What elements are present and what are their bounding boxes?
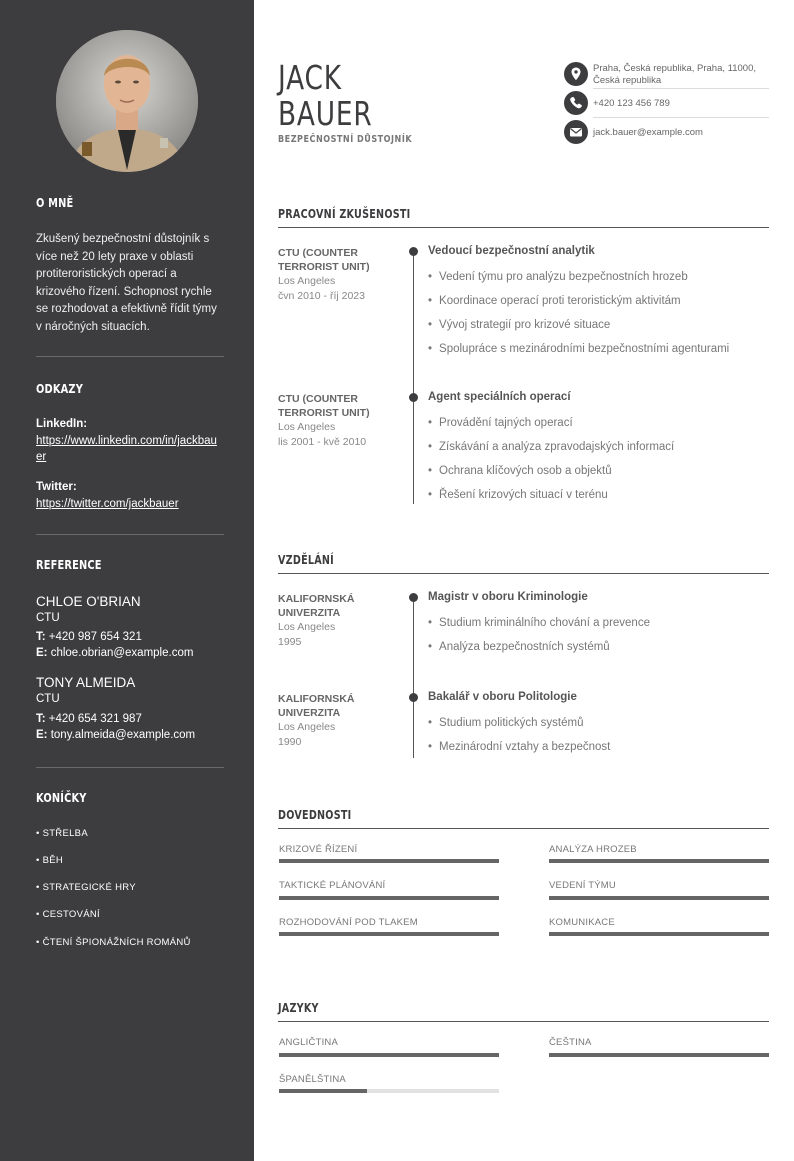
hobby-item: • CESTOVÁNÍ bbox=[36, 909, 100, 920]
reference-phone-value: +420 987 654 321 bbox=[48, 631, 142, 643]
language-label: ANGLIČTINA bbox=[279, 1037, 339, 1048]
sidebar bbox=[0, 0, 254, 1161]
job-dates: lis 2001 - kvě 2010 bbox=[278, 436, 367, 448]
skill-bar-fill bbox=[279, 896, 499, 900]
twitter-label: Twitter: bbox=[36, 481, 77, 493]
language-label: ČEŠTINA bbox=[549, 1037, 592, 1048]
phone-label: T: bbox=[36, 631, 46, 643]
linkedin-label: LinkedIn: bbox=[36, 418, 88, 430]
hobby-item: • STRATEGICKÉ HRY bbox=[36, 882, 136, 893]
contact-email: jack.bauer@example.com bbox=[593, 127, 703, 138]
divider bbox=[593, 117, 769, 118]
reference-name: TONY ALMEIDA bbox=[36, 675, 136, 690]
skill-label: KOMUNIKACE bbox=[549, 917, 615, 928]
education-heading: VZDĚLÁNÍ bbox=[278, 553, 334, 567]
school-location: Los Angeles bbox=[278, 621, 336, 633]
skill-bar-fill bbox=[549, 896, 769, 900]
profile-photo bbox=[56, 30, 198, 172]
job-location: Los Angeles bbox=[278, 275, 336, 287]
about-text: Zkušený bezpečnostní důstojník s více než 20 lety praxe v oblasti protiteroristických operací a krizového řízení. Schopnost rychle se rozhodovat a efektivně řídit týmy v náročných situacích. bbox=[36, 233, 217, 333]
skill-label: ANALÝZA HROZEB bbox=[549, 844, 637, 855]
about-heading: O MNĚ bbox=[36, 196, 74, 210]
job-bullet: • Spolupráce s mezinárodními bezpečnostními agenturami bbox=[428, 343, 729, 355]
language-label: ŠPANĚLŠTINA bbox=[279, 1074, 346, 1085]
skill-bar bbox=[549, 932, 769, 936]
section-rule bbox=[278, 573, 769, 574]
hobby-item: • ČTENÍ ŠPIONÁŽNÍCH ROMÁNŮ bbox=[36, 937, 191, 948]
hobby-item: • BĚH bbox=[36, 855, 63, 866]
job-bullet: • Získávání a analýza zpravodajských informací bbox=[428, 441, 674, 453]
skill-label: TAKTICKÉ PLÁNOVÁNÍ bbox=[279, 880, 386, 891]
job-location: Los Angeles bbox=[278, 421, 336, 433]
section-rule bbox=[278, 227, 769, 228]
divider bbox=[36, 534, 224, 535]
language-bar bbox=[279, 1053, 499, 1057]
reference-email bbox=[36, 729, 195, 741]
skill-label: KRIZOVÉ ŘÍZENÍ bbox=[279, 844, 358, 855]
languages-heading: JAZYKY bbox=[278, 1001, 319, 1015]
timeline-dot bbox=[409, 393, 418, 402]
links-heading: ODKAZY bbox=[36, 382, 84, 396]
contact-address: Praha, Česká republika, Praha, 11000, Česká republika bbox=[593, 63, 757, 86]
education-bullet: • Analýza bezpečnostních systémů bbox=[428, 641, 610, 653]
education-bullet: • Mezinárodní vztahy a bezpečnost bbox=[428, 741, 610, 753]
email-icon bbox=[564, 120, 588, 144]
first-name: JACK bbox=[278, 58, 342, 97]
skill-bar bbox=[279, 896, 499, 900]
divider bbox=[593, 88, 769, 89]
twitter-link[interactable]: https://twitter.com/jackbauer bbox=[36, 498, 179, 510]
job-bullet: • Vývoj strategií pro krizové situace bbox=[428, 319, 610, 331]
skill-bar-fill bbox=[549, 859, 769, 863]
skill-bar-fill bbox=[279, 932, 499, 936]
school-year: 1995 bbox=[278, 636, 302, 648]
reference-phone-value: +420 654 321 987 bbox=[48, 713, 142, 725]
job-organization: CTU (COUNTER TERRORIST UNIT) bbox=[278, 393, 370, 419]
timeline-line bbox=[413, 251, 414, 504]
reference-name: CHLOE O'BRIAN bbox=[36, 594, 141, 609]
education-bullet: • Studium politických systémů bbox=[428, 717, 583, 729]
divider bbox=[36, 767, 224, 768]
email-label: E: bbox=[36, 647, 48, 659]
school-name: KALIFORNSKÁ UNIVERZITA bbox=[278, 593, 355, 619]
email-label: E: bbox=[36, 729, 48, 741]
skill-label: VEDENÍ TÝMU bbox=[549, 880, 616, 891]
language-bar-fill bbox=[279, 1053, 499, 1057]
hobby-item: • STŘELBA bbox=[36, 828, 88, 839]
school-name: KALIFORNSKÁ UNIVERZITA bbox=[278, 693, 355, 719]
job-dates: čvn 2010 - říj 2023 bbox=[278, 290, 365, 302]
section-rule bbox=[278, 1021, 769, 1022]
skill-label: ROZHODOVÁNÍ POD TLAKEM bbox=[279, 917, 418, 928]
language-bar bbox=[279, 1089, 499, 1093]
language-bar bbox=[549, 1053, 769, 1057]
section-rule bbox=[278, 828, 769, 829]
reference-email-value: tony.almeida@example.com bbox=[50, 729, 196, 741]
job-bullet: • Provádění tajných operací bbox=[428, 417, 573, 429]
reference-email-value: chloe.obrian@example.com bbox=[50, 647, 194, 659]
job-organization: CTU (COUNTER TERRORIST UNIT) bbox=[278, 247, 370, 273]
references-heading: REFERENCE bbox=[36, 558, 102, 572]
experience-heading: PRACOVNÍ ZKUŠENOSTI bbox=[278, 207, 411, 221]
reference-email bbox=[36, 647, 193, 659]
job-bullet: • Ochrana klíčových osob a objektů bbox=[428, 465, 612, 477]
skill-bar bbox=[549, 859, 769, 863]
job-role: Vedoucí bezpečnostní analytik bbox=[428, 245, 595, 257]
skill-bar bbox=[279, 932, 499, 936]
skill-bar-fill bbox=[279, 859, 499, 863]
job-bullet: • Řešení krizových situací v terénu bbox=[428, 489, 608, 501]
reference-company: CTU bbox=[36, 612, 60, 624]
timeline-dot bbox=[409, 593, 418, 602]
skills-heading: DOVEDNOSTI bbox=[278, 808, 352, 822]
divider bbox=[36, 356, 224, 357]
timeline-dot bbox=[409, 247, 418, 256]
timeline-dot bbox=[409, 693, 418, 702]
skill-bar-fill bbox=[549, 932, 769, 936]
linkedin-link[interactable]: https://www.linkedin.com/in/jackbauer bbox=[36, 435, 217, 463]
education-bullet: • Studium kriminálního chování a prevence bbox=[428, 617, 650, 629]
school-year: 1990 bbox=[278, 736, 302, 748]
degree: Bakalář v oboru Politologie bbox=[428, 691, 577, 703]
phone-label: T: bbox=[36, 713, 46, 725]
job-bullet: • Vedení týmu pro analýzu bezpečnostních hrozeb bbox=[428, 271, 688, 283]
job-title: BEZPEČNOSTNÍ DŮSTOJNÍK bbox=[278, 134, 413, 145]
job-role: Agent speciálních operací bbox=[428, 391, 571, 403]
last-name: BAUER bbox=[278, 94, 373, 133]
reference-phone bbox=[36, 713, 142, 725]
school-location: Los Angeles bbox=[278, 721, 336, 733]
skill-bar bbox=[279, 859, 499, 863]
job-bullet: • Koordinace operací proti teroristickým aktivitám bbox=[428, 295, 681, 307]
degree: Magistr v oboru Kriminologie bbox=[428, 591, 588, 603]
phone-icon bbox=[564, 91, 588, 115]
language-bar-fill bbox=[549, 1053, 769, 1057]
language-bar-fill bbox=[279, 1089, 367, 1093]
hobbies-heading: KONÍČKY bbox=[36, 791, 87, 805]
location-icon bbox=[564, 62, 588, 86]
contact-phone: +420 123 456 789 bbox=[593, 98, 670, 109]
reference-company: CTU bbox=[36, 693, 60, 705]
timeline-line bbox=[413, 597, 414, 758]
reference-phone bbox=[36, 631, 142, 643]
skill-bar bbox=[549, 896, 769, 900]
